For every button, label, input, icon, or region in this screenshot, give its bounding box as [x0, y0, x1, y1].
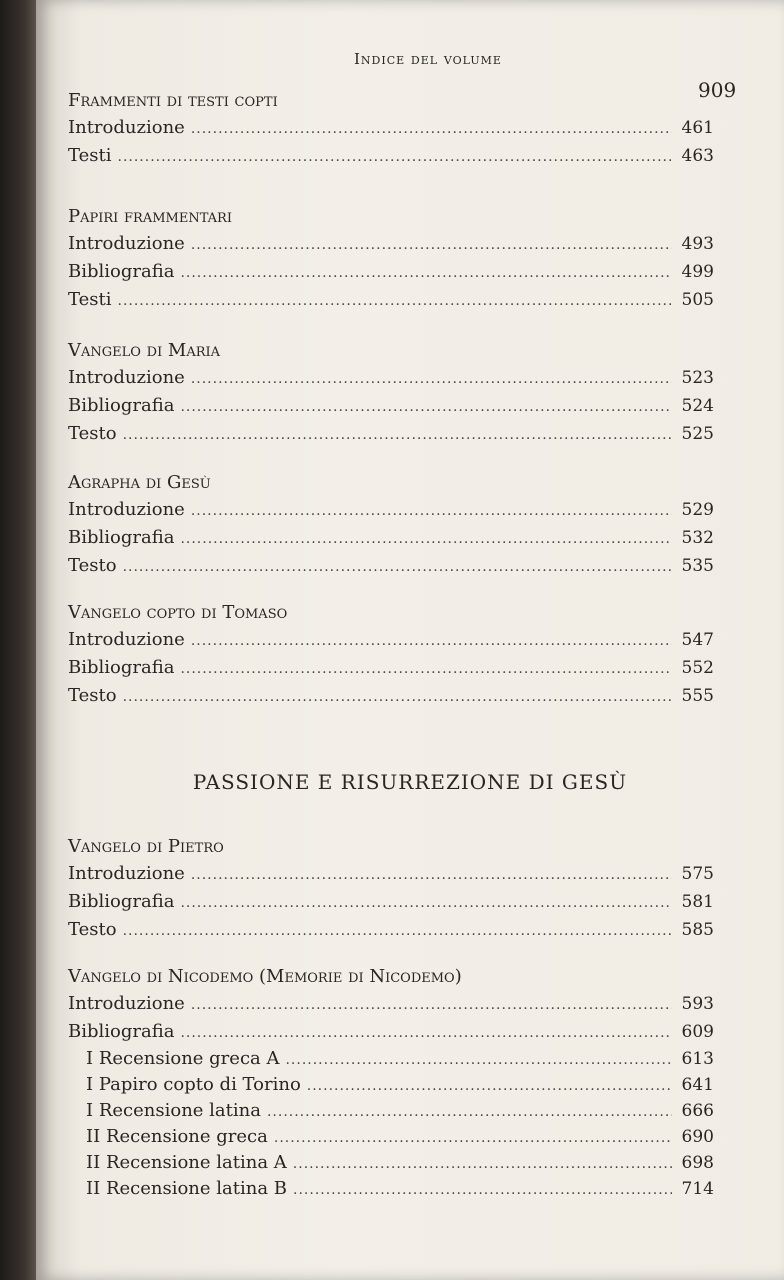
toc-subentry	[68, 1072, 714, 1098]
section-title: Vangelo copto di Tomaso	[68, 602, 288, 623]
entry-page: 524	[681, 396, 714, 416]
entry-page: 535	[681, 556, 714, 576]
entry-label: Bibliografia	[68, 657, 175, 678]
entry-label: Testo	[68, 555, 117, 576]
toc-section	[68, 600, 714, 710]
toc-entry	[68, 524, 714, 552]
toc-entry	[68, 990, 714, 1018]
entry-label: I Papiro copto di Torino	[86, 1074, 301, 1095]
entry-page: 613	[681, 1049, 714, 1069]
entry-label: Introduzione	[68, 499, 185, 520]
entry-page: 529	[681, 500, 714, 520]
part-heading: PASSIONE E RISURREZIONE DI GESÙ	[192, 770, 628, 794]
leader-dots	[293, 1151, 672, 1177]
entry-label: Introduzione	[68, 233, 185, 254]
entry-label: Bibliografia	[68, 891, 175, 912]
toc-subentry	[68, 1176, 714, 1202]
leader-dots	[285, 1047, 672, 1073]
entry-label: Testi	[68, 289, 112, 310]
entry-label: Testo	[68, 423, 117, 444]
leader-dots	[180, 889, 672, 917]
entry-page: 547	[681, 630, 714, 650]
section-title: Frammenti di testi copti	[68, 90, 278, 111]
toc-section	[68, 338, 714, 448]
leader-dots	[180, 393, 672, 421]
entry-page: 690	[681, 1127, 714, 1147]
entry-page: 463	[681, 146, 714, 166]
leader-dots	[191, 231, 672, 259]
toc-entry	[68, 286, 714, 314]
toc-entry	[68, 626, 714, 654]
leader-dots	[191, 115, 672, 143]
leader-dots	[123, 421, 672, 449]
section-title: Agrapha di Gesù	[68, 472, 211, 493]
leader-dots	[191, 991, 672, 1019]
entry-label: Introduzione	[68, 993, 185, 1014]
toc-subentry	[68, 1046, 714, 1072]
entry-label: I Recensione latina	[86, 1100, 261, 1121]
section-title: Vangelo di Maria	[68, 340, 221, 361]
entry-page: 666	[681, 1101, 714, 1121]
leader-dots	[180, 525, 672, 553]
entry-label: II Recensione latina B	[86, 1178, 288, 1199]
entry-label: Bibliografia	[68, 395, 175, 416]
toc-entry	[68, 364, 714, 392]
toc-subentry	[68, 1098, 714, 1124]
leader-dots	[123, 683, 672, 711]
toc-section	[68, 964, 714, 1202]
leader-dots	[267, 1099, 672, 1125]
toc-entry	[68, 654, 714, 682]
leader-dots	[191, 497, 672, 525]
toc-entry	[68, 682, 714, 710]
leader-dots	[123, 917, 672, 945]
section-title: Papiri frammentari	[68, 206, 232, 227]
entry-label: Introduzione	[68, 629, 185, 650]
entry-label: Introduzione	[68, 863, 185, 884]
toc-entry	[68, 114, 714, 142]
toc-section	[68, 470, 714, 580]
leader-dots	[123, 553, 672, 581]
toc-subentry	[68, 1150, 714, 1176]
entry-label: I Recensione greca A	[86, 1048, 280, 1069]
leader-dots	[180, 259, 672, 287]
entry-page: 698	[681, 1153, 714, 1173]
leader-dots	[274, 1125, 672, 1151]
entry-page: 609	[681, 1022, 714, 1042]
toc-section	[68, 204, 714, 314]
entry-label: Introduzione	[68, 367, 185, 388]
entry-label: Bibliografia	[68, 527, 175, 548]
page-number: 909	[698, 78, 737, 102]
entry-page: 714	[681, 1179, 714, 1199]
entry-label: Bibliografia	[68, 1021, 175, 1042]
leader-dots	[191, 627, 672, 655]
entry-page: 555	[681, 686, 714, 706]
section-title: Vangelo di Nicodemo (Memorie di Nicodemo)	[68, 966, 462, 987]
entry-page: 593	[681, 994, 714, 1014]
entry-page: 532	[681, 528, 714, 548]
entry-page: 461	[681, 118, 714, 138]
leader-dots	[180, 655, 672, 683]
toc-entry	[68, 420, 714, 448]
entry-label: II Recensione latina A	[86, 1152, 287, 1173]
toc-entry	[68, 230, 714, 258]
section-title: Vangelo di Pietro	[68, 836, 224, 857]
entry-label: Introduzione	[68, 117, 185, 138]
entry-page: 575	[681, 864, 714, 884]
book-spine-shadow	[0, 0, 36, 1280]
toc-subentry	[68, 1124, 714, 1150]
leader-dots	[191, 861, 672, 889]
entry-page: 499	[681, 262, 714, 282]
leader-dots	[118, 287, 673, 315]
leader-dots	[118, 143, 673, 171]
entry-page: 641	[681, 1075, 714, 1095]
book-page	[36, 0, 784, 1280]
leader-dots	[293, 1177, 672, 1203]
toc-entry	[68, 916, 714, 944]
toc-entry	[68, 1018, 714, 1046]
toc-entry	[68, 496, 714, 524]
toc-section	[68, 88, 714, 170]
entry-label: Testi	[68, 145, 112, 166]
entry-page: 493	[681, 234, 714, 254]
toc-entry	[68, 392, 714, 420]
running-head: Indice del volume	[354, 50, 502, 68]
leader-dots	[180, 1019, 672, 1047]
entry-page: 581	[681, 892, 714, 912]
entry-page: 585	[681, 920, 714, 940]
leader-dots	[307, 1073, 672, 1099]
toc-entry	[68, 888, 714, 916]
entry-page: 505	[681, 290, 714, 310]
toc-entry	[68, 258, 714, 286]
toc-entry	[68, 142, 714, 170]
entry-label: Testo	[68, 919, 117, 940]
entry-page: 523	[681, 368, 714, 388]
entry-label: Bibliografia	[68, 261, 175, 282]
toc-section	[68, 834, 714, 944]
entry-label: II Recensione greca	[86, 1126, 268, 1147]
entry-page: 552	[681, 658, 714, 678]
entry-label: Testo	[68, 685, 117, 706]
toc-entry	[68, 552, 714, 580]
leader-dots	[191, 365, 672, 393]
entry-page: 525	[681, 424, 714, 444]
toc-entry	[68, 860, 714, 888]
